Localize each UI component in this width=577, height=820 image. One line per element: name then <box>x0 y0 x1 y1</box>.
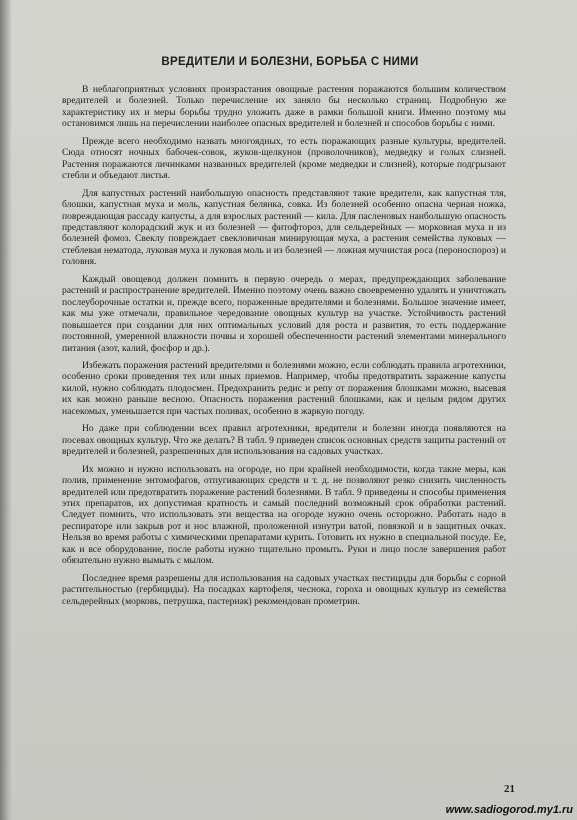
paragraph: Избежать поражения растений вредителями и болезнями можно, если соблюдать правила агротехники, особенно сроки проведения тех или иных приемов. Например, чтобы предотвратить заражение капусты килой, нужно соблюдать плодосмен. Предохранить редис и репу от поражения блошками можно, высевая их как можно раньше весною. Опасность поражения растений блошками, как и целым рядом других насекомых, уменьшается при частых поливах, особенно в жаркую погоду. <box>62 359 506 417</box>
page-binding-shadow <box>0 0 12 820</box>
paragraph: Каждый овощевод должен помнить в первую очередь о мерах, предупреждающих заболевание растений и распространение вредителей. Именно поэтому очень важно своевременно удалять и уничтожать послеуборочные остатки и, прежде всего, пораженные вредителями и болезнями. Большое значение имеет, как мы уже отмечали, правильное чередование овощных культур на участке. Устойчивость растений повышается при создании для них оптимальных условий для роста и развития, то есть поддержание постоянной, умеренной влажности почвы и хорошей обеспеченности растений элементами минерального питания (азот, калий, фосфор и др.). <box>62 273 506 354</box>
site-watermark: www.sadiogorod.my1.ru <box>445 804 573 816</box>
page-title: ВРЕДИТЕЛИ И БОЛЕЗНИ, БОРЬБА С НИМИ <box>161 56 419 68</box>
body-text <box>62 84 506 613</box>
paragraph: В неблагоприятных условиях произрастания овощные растения поражаются большим количеством вредителей и болезней. Только перечисление их заняло бы несколько страниц. Подробную же характеристику их и меры борьбы трудно уложить даже в рамки большой книги. Именно поэтому мы остановимся лишь на перечислении наиболее опасных вредителей и болезней и способов борьбы с ними. <box>62 84 506 130</box>
paragraph: Но даже при соблюдении всех правил агротехники, вредители и болезни иногда появляются на посевах овощных культур. Что же делать? В табл. 9 приведен список основных средств защиты растений от вредителей и болезней, разрешенных для использования на садовых участках. <box>62 423 506 458</box>
paragraph: Для капустных растений наибольшую опасность представляют такие вредители, как капустная тля, блошки, капустная муха и моль, капустная белянка, совка. Из болезней особенно опасна черная ножка, повреждающая рассаду капусты, а для взрослых растений — кила. Для пасленовых наибольшую опасность представляют колорадский жук и из болезней — фитофтороз, для сельдерейных — морковная муха и из болезней фомоз. Свеклу повреждает свекловичная минирующая муха, а растения семейства луковых — стеблевая нематода, луковая муха и луковая моль и из болезней — ложная мучнистая роса (пероноспороз) и головня. <box>62 187 506 268</box>
paragraph: Последнее время разрешены для использования на садовых участках пестициды для борьбы с сорной растительностью (гербициды). На посадках картофеля, чеснока, гороха и овощных культур из семейства сельдерейных (морковь, петрушка, пастернак) рекомендован прометрин. <box>62 572 506 607</box>
paragraph: Их можно и нужно использовать на огороде, но при крайней необходимости, когда такие меры, как полив, применение энтомофагов, отпугивающих средств и т. д. не позволяют резко снизить численность вредителей или предотвратить поражение растений болезнями. В табл. 9 приведены и способы применения этих препаратов, их допустимая кратность и самый последний возможный срок обработки растений. Следует помнить, что использовать эти вещества на огороде нужно очень осторожно. Работать надо в респираторе или закрыв рот и нос влажной, проложенной изнутри ватой, повязкой и в защитных очках. Нельзя во время работы с химическими препаратами курить. Готовить их нужно в специальной посуде. Ее, как и все оборудование, после работы нужно тщательно промыть. Руки и лицо после завершения работ обязательно нужно вымыть с мылом. <box>62 463 506 567</box>
page-number: 21 <box>504 783 515 795</box>
paragraph: Прежде всего необходимо назвать многоядных, то есть поражающих разные культуры, вредителей. Сюда относят ночных бабочек-совок, жуков-щелкунов (проволочников), медведку и голых слизней. Растения поражаются личинками названных вредителей (кроме медведки и слизней), которые подгрызают стебли и объедают листья. <box>62 135 506 182</box>
